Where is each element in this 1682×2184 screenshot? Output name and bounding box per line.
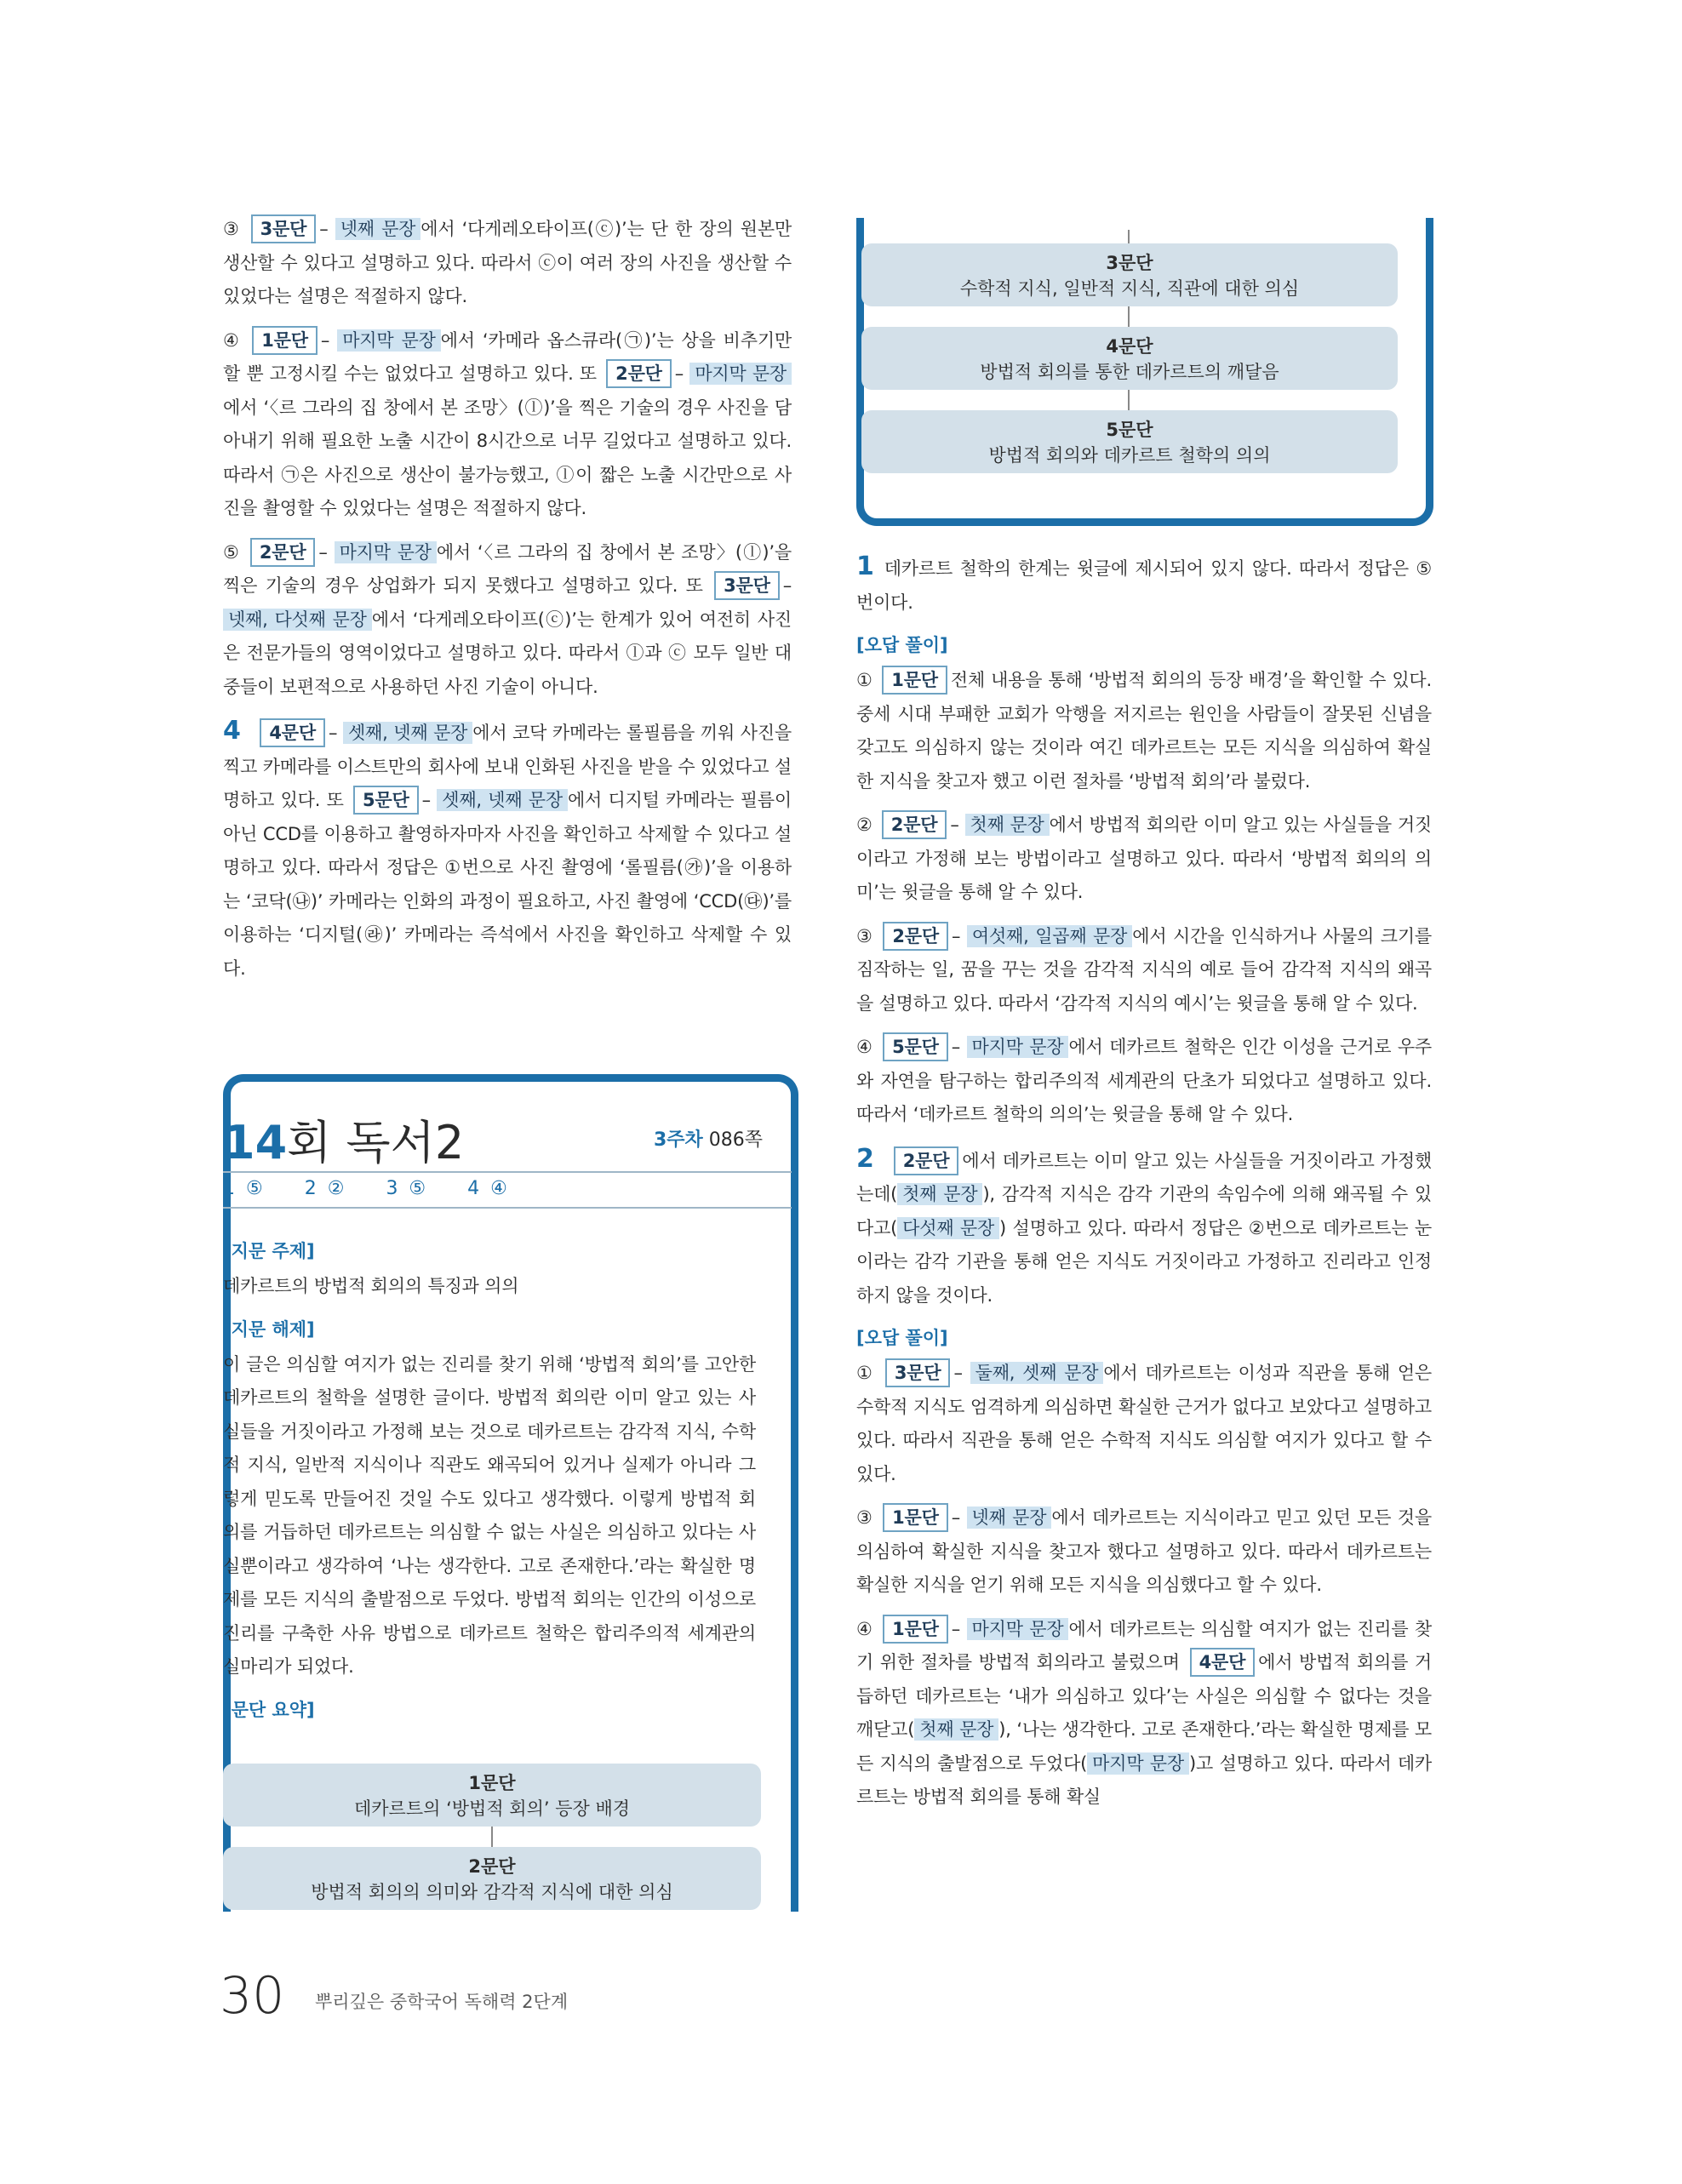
answer-item: 4 ④ [467,1178,507,1199]
summary-pill [861,243,1398,306]
divider [223,1207,792,1209]
answer-item: 2 ② [304,1178,345,1199]
week-label: 3주차 [654,1129,703,1151]
sentence-highlight: 마지막 문장 [967,1036,1069,1058]
choice-mark: ③ [856,925,873,946]
choice-mark: ④ [856,1618,873,1639]
summary-title: 5문단 [1106,420,1153,440]
page-ref: 086쪽 [702,1129,764,1151]
sentence-highlight: 마지막 문장 [967,1618,1069,1640]
paragraph-text: ), 감각적 지식은 감각 기관의 속임수에 의해 왜곡될 수 있다고( [856,1184,1432,1238]
question-number: 2 [856,1143,874,1174]
dash: – [674,363,684,384]
sentence-highlight: 첫째 문장 [965,814,1050,836]
dash: – [953,1363,963,1383]
explanation-paragraph [856,1501,1432,1603]
dash: – [328,723,338,743]
paragraph-tag: 1문단 [883,1615,948,1644]
summary-desc: 수학적 지식, 일반적 지식, 직관에 대한 의심 [959,278,1300,299]
paragraph-text: 에서 ‘카메라 옵스큐라(㉠)’는 상을 비추기만 할 뿐 고정시킬 수는 없었다고 설명하고 있다. 또 [223,329,792,384]
question-answer [856,550,1432,620]
paragraph-tag: 3문단 [714,571,780,600]
choice-mark: ② [856,815,872,835]
summary-desc: 방법적 회의와 데카르트 철학의 의의 [988,445,1271,466]
choice-mark: ① [856,670,873,690]
choice-mark: ④ [856,1037,873,1057]
lesson-title [223,1106,464,1172]
paragraph-text: ) 설명하고 있다. 따라서 정답은 ②번으로 데카르트는 눈이라는 감각 기관을 통해 얻은 지식도 거짓이라고 가정하고 진리라고 인정하지 않을 것이다. [856,1217,1432,1306]
paragraph-text: 에서 데카르트는 이성과 직관을 통해 얻은 수학적 지식도 엄격하게 의심하면 확실한 근거가 없다고 보았다고 설명하고 있다. 따라서 직관을 통해 얻은 수학적 지식도 의심할 여지가 있다고 할 수 있다. [856,1363,1432,1484]
explanation-paragraph [856,1357,1432,1491]
sentence-highlight: 마지막 문장 [1087,1752,1189,1775]
paragraph-text: ), ‘나는 생각한다. 고로 존재한다.’라는 확실한 명제를 모든 지식의 출발점으로 두었다( [856,1719,1432,1774]
question-answer [223,714,792,986]
page-number: 30 [220,1966,285,2026]
sentence-highlight: 넷째, 다섯째 문장 [223,609,372,631]
paragraph-text: 데카르트 철학의 한계는 윗글에 제시되어 있지 않다. 따라서 정답은 ⑤번이다. [856,558,1432,613]
paragraph-tag: 1문단 [882,666,947,695]
summary-title: 2문단 [468,1856,516,1877]
sentence-highlight: 여섯째, 일곱째 문장 [967,925,1132,947]
explanation-paragraph [856,809,1432,910]
sentence-highlight: 마지막 문장 [689,363,792,385]
explanation-paragraph [856,1031,1432,1132]
paragraph-text: 에서 데카르트 철학은 인간 이성을 근거로 우주와 자연을 탐구하는 합리주의적 세계관의 단초가 되었다고 설명하고 있다. 따라서 ‘데카르트 철학의 의의’는 윗글을 통해 알 수 있다. [856,1037,1433,1124]
answer-item: 1 ⑤ [223,1178,263,1199]
sentence-highlight: 넷째 문장 [967,1507,1052,1529]
connector [1128,306,1130,327]
dash: – [951,1037,961,1057]
paragraph-text: 에서 방법적 회의란 이미 알고 있는 사실들을 거짓이라고 가정해 보는 방법이라고 설명하고 있다. 따라서 ‘방법적 회의의 의미’는 윗글을 통해 알 수 있다. [856,815,1432,902]
left-column [223,213,792,996]
summary-title: 1문단 [468,1773,516,1793]
paragraph-text: 에서 데카르트는 지식이라고 믿고 있던 모든 것을 의심하여 확실한 지식을 찾고자 했다고 설명하고 있다. 따라서 데카르트는 확실한 지식을 얻기 위해 모든 지식을 의심했다고 할 수 있다. [856,1507,1432,1595]
dash: – [320,329,330,351]
question-number: 4 [223,716,241,746]
right-column [856,550,1432,1825]
section-label: [문단 요약] [223,1699,315,1720]
sentence-highlight: 넷째 문장 [335,218,421,240]
paragraph-tag: 4문단 [260,718,325,747]
paragraph-text: 에서 ‘〈르 그라의 집 창에서 본 조망〉(ⓛ)’을 찍은 기술의 경우 사진을 담아내기 위해 필요한 노출 시간이 8시간으로 너무 길었다고 설명하고 있다. 따라서 ㉠은 사진으로 생산이 불가능했고, ⓛ이 짧은 노출 시간만으로 사진을 촬영할 수 있었다는 설명은 적절하지 않다. [223,397,792,518]
explanation-paragraph [223,213,792,314]
summary-pill [861,410,1398,473]
paragraph-tag: 4문단 [1190,1648,1256,1677]
section-label: [오답 풀이] [856,635,948,655]
dash: – [318,541,328,563]
lesson-number: 14 [223,1116,288,1169]
explanation-paragraph [856,1613,1432,1815]
choice-mark: ④ [223,329,242,351]
lesson-name: 회 독서2 [287,1116,465,1169]
sentence-highlight: 셋째, 넷째 문장 [343,722,472,744]
sentence-highlight: 첫째 문장 [914,1718,998,1741]
choice-mark: ③ [856,1507,873,1528]
summary-pill [861,327,1398,390]
explanation-paragraph [223,324,792,526]
paragraph-tag: 5문단 [883,1032,948,1061]
question-answer [856,1142,1432,1313]
dash: – [950,815,959,835]
paragraph-text: 에서 데카르트는 이미 알고 있는 사실들을 거짓이라고 가정했는데( [856,1150,1432,1204]
dash: – [319,219,329,239]
sentence-highlight: 둘째, 셋째 문장 [970,1362,1104,1384]
summary-pill [223,1847,761,1910]
sentence-highlight: 첫째 문장 [897,1183,982,1205]
paragraph-text: 에서 데카르트는 의심할 여지가 없는 진리를 찾기 위한 절차를 방법적 회의라고 불렀으며 [856,1618,1433,1672]
topic-text: 데카르트의 방법적 회의의 특징과 의의 [223,1276,519,1296]
paragraph-tag: 2문단 [894,1146,959,1175]
sentence-highlight: 마지막 문장 [335,541,437,563]
dash: – [782,575,792,596]
summary-title: 3문단 [1106,253,1153,273]
paragraph-text: 에서 ‘다게레오타이프(ⓒ)’는 단 한 장의 원본만 생산할 수 있다고 설명하고 있다. 따라서 ⓒ이 여러 장의 사진을 생산할 수 있었다는 설명은 적절하지 않다. [223,219,792,306]
sentence-highlight: 셋째, 넷째 문장 [437,789,568,811]
answer-key [223,1178,538,1199]
choice-mark: ① [856,1363,874,1383]
summary-pill [223,1764,761,1827]
explanation-paragraph [856,920,1432,1021]
paragraph-tag: 5문단 [353,786,419,815]
section-label: [오답 풀이] [856,1328,948,1348]
paragraph-tag: 1문단 [252,326,318,355]
choice-mark: ⑤ [223,541,240,563]
dash: – [951,1618,961,1639]
summary-title: 4문단 [1106,336,1153,357]
section-label: [지문 주제] [223,1241,315,1261]
divider [223,1171,792,1173]
paragraph-tag: 2문단 [250,538,316,567]
choice-mark: ③ [223,219,241,239]
paragraph-text: 에서 코닥 카메라는 롤필름을 끼워 사진을 찍고 카메라를 이스트만의 회사에 보내 인화된 사진을 받을 수 있었다고 설명하고 있다. 또 [223,723,792,810]
paragraph-tag: 3문단 [885,1358,951,1387]
summary-desc: 데카르트의 ‘방법적 회의’ 등장 배경 [353,1798,631,1819]
paragraph-text: 에서 디지털 카메라는 필름이 아닌 CCD를 이용하고 촬영하자마자 사진을 확인하고 삭제할 수 있다고 설명하고 있다. 따라서 정답은 ①번으로 사진 촬영에 ‘롤필름(㉮)’을 이용하는 ‘코닥(㉯)’ 카메라는 인화의 과정이 필요하고, 사진 촬영에 ‘CCD(㉰)’를 이용하는 ‘디지털(㉱)’ 카메라는 즉석에서 사진을 확인하고 삭제할 수 있다. [223,790,792,979]
paragraph-tag: 2문단 [882,810,947,839]
answer-item: 3 ⑤ [386,1178,426,1199]
paragraph-tag: 2문단 [883,922,948,951]
paragraph-text: )고 설명하고 있다. 따라서 데카르트는 방법적 회의를 통해 확실 [856,1752,1433,1807]
section-label: [지문 해제] [223,1318,315,1340]
paragraph-text: 에서 ‘〈르 그라의 집 창에서 본 조망〉(ⓛ)’을 찍은 기술의 경우 상업화가 되지 못했다고 설명하고 있다. 또 [223,541,792,596]
explain-text: 이 글은 의심할 여지가 없는 진리를 찾기 위해 ‘방법적 회의’를 고안한 데카르트의 철학을 설명한 글이다. 방법적 회의란 이미 알고 있는 사실들을 거짓이라고 가정해 보는 것으로 데카르트는 감각적 지식, 수학적 지식, 일반적 지식이나 직관도 왜곡되어 있거나 실제가 아니라 그렇게 믿도록 만들어진 것일 수도 있다고 생각했다. 이렇게 방법적 회의를 거듭하던 데카르트는 의심할 수 없는 사실은 의심하고 있다는 사실뿐이라고 생각하여 ‘나는 생각한다. 고로 존재한다.’라는 확실한 명제를 모든 지식의 출발점으로 두었다. 방법적 회의는 인간의 이성으로 진리를 구축한 사유 방법으로 데카르트 철학은 합리주의적 세계관의 실마리가 되었다. [223,1353,756,1677]
dash: – [951,925,961,946]
paragraph-tag: 1문단 [883,1503,948,1532]
question-number: 1 [856,552,874,581]
summary-desc: 방법적 회의를 통한 데카르트의 깨달음 [980,362,1279,382]
explanation-paragraph [856,664,1432,798]
lesson-body [223,1232,756,1729]
dash: – [951,1507,961,1528]
explanation-paragraph [223,536,792,705]
paragraph-text: 에서 ‘다게레오타이프(ⓒ)’는 한계가 있어 여전히 사진은 전문가들의 영역이었다고 설명하고 있다. 따라서 ⓛ과 ⓒ 모두 일반 대중들이 보편적으로 사용하던 사진 기술이 아니다. [223,609,792,697]
sentence-highlight: 다섯째 문장 [897,1217,999,1239]
book-title: 뿌리깊은 중학국어 독해력 2단계 [315,1992,569,2012]
paragraph-text: 에서 시간을 인식하거나 사물의 크기를 짐작하는 일, 꿈을 꾸는 것을 감각적 지식의 예로 들어 감각적 지식의 왜곡을 설명하고 있다. 따라서 ‘감각적 지식의 예시’는 윗글을 통해 알 수 있다. [856,925,1432,1014]
paragraph-tag: 2문단 [606,359,672,388]
week-ref [654,1125,763,1152]
summary-desc: 방법적 회의의 의미와 감각적 지식에 대한 의심 [311,1882,673,1902]
paragraph-text: 전체 내용을 통해 ‘방법적 회의의 등장 배경’을 확인할 수 있다. 중세 시대 부패한 교회가 악행을 저지르는 원인을 사람들이 잘못된 신념을 갖고도 의심하지 않는 것이라 여긴 데카르트는 모든 지식을 의심하여 확실한 지식을 찾고자 했고 이런 절차를 ‘방법적 회의’라 불렀다. [856,670,1432,792]
connector [491,1827,493,1847]
paragraph-text: 에서 방법적 회의를 거듭하던 데카르트는 ‘내가 의심하고 있다’는 사실은 의심할 수 없다는 것을 깨닫고( [856,1652,1432,1740]
dash: – [421,790,431,810]
sentence-highlight: 마지막 문장 [337,329,440,352]
paragraph-tag: 3문단 [251,214,317,243]
connector [1128,390,1130,410]
